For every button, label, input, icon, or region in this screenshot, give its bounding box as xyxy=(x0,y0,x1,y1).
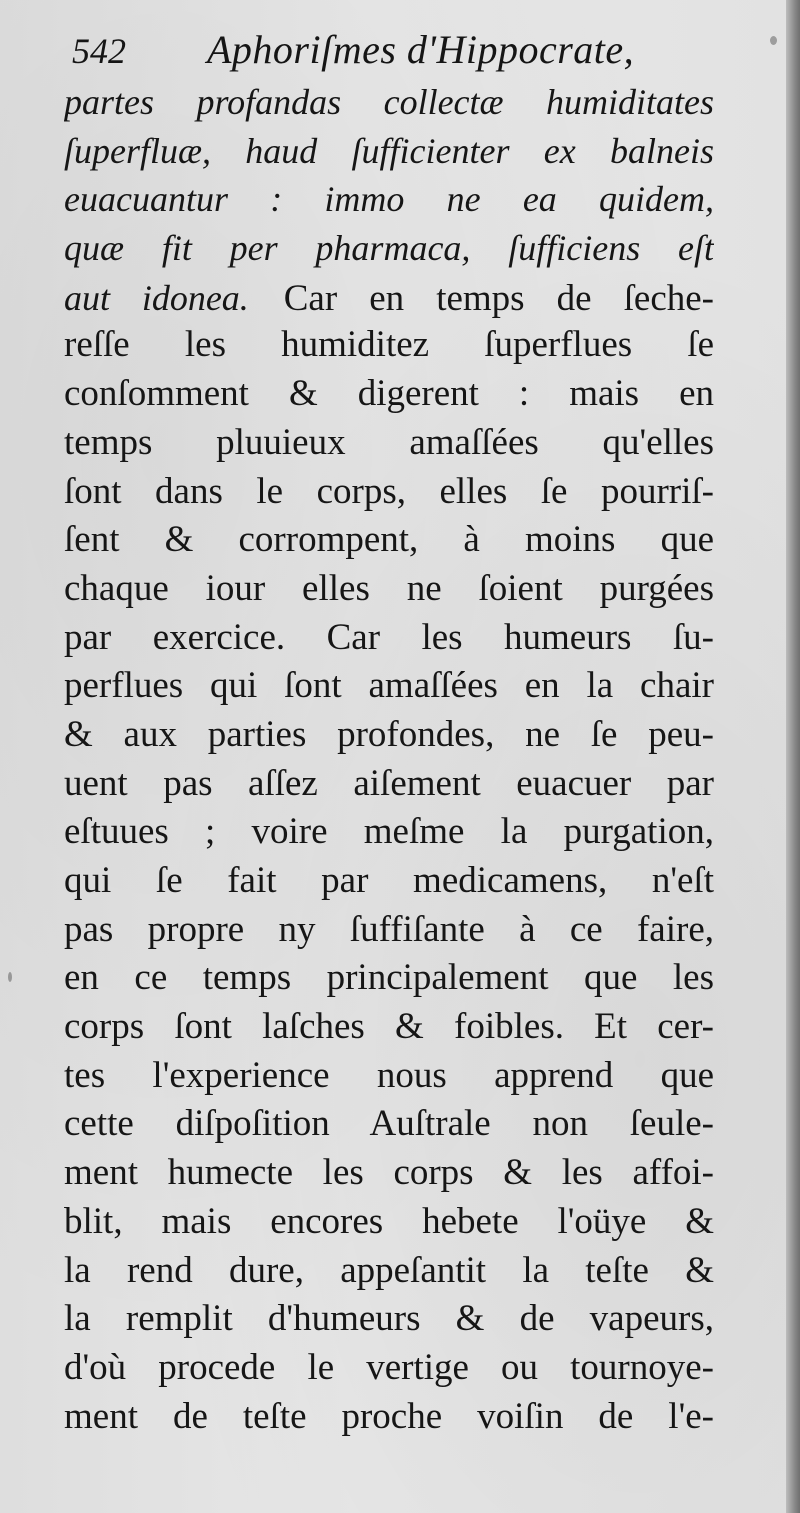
ink-spot xyxy=(770,36,777,45)
text-line: ſuperfluæ, haud ſufficienter ex balneis xyxy=(64,130,714,171)
text-line: perflues qui ſont amaſſées en la chair xyxy=(64,665,714,707)
text-line: conſomment & digerent : mais en xyxy=(64,373,714,415)
text-line: uent pas aſſez aiſement euacuer par xyxy=(64,762,714,804)
french-text: Car en temps de ſeche- xyxy=(283,277,714,319)
running-head: Aphoriſmes d'Hippocrate, xyxy=(207,27,635,72)
text-line: en ce temps principalement que les xyxy=(64,957,714,999)
text-line: euacuantur : immo ne ea quidem, xyxy=(64,179,714,220)
text-line: reſſe les humiditez ſuperflues ſe xyxy=(64,324,714,366)
text-line xyxy=(64,273,714,322)
text-line: partes profandas collectæ humiditates xyxy=(64,82,714,122)
text-line: ſent & corrompent, à moins que xyxy=(64,519,714,561)
text-line: chaque iour elles ne ſoient purgées xyxy=(64,567,714,609)
text-line: d'où procede le vertige ou tournoye- xyxy=(64,1346,714,1388)
text-line: blit, mais encores hebete l'oüye & xyxy=(64,1200,714,1242)
text-line: qui ſe fait par medicamens, n'eſt xyxy=(64,860,714,901)
text-line: la rend dure, appeſantit la teſte & xyxy=(64,1249,714,1291)
text-line: ment humecte les corps & les affoi- xyxy=(64,1152,714,1194)
text-line: la remplit d'humeurs & de vapeurs, xyxy=(64,1298,714,1340)
text-line: ſont dans le corps, elles ſe pourriſ- xyxy=(64,470,714,512)
text-line: pas propre ny ſuffiſante à ce faire, xyxy=(64,908,714,950)
text-line: corps ſont laſches & foibles. Et cer- xyxy=(64,1006,714,1048)
text-line: quæ fit per pharmaca, ſufficiens eſt xyxy=(64,228,714,269)
text-line: eſtuues ; voire meſme la purgation, xyxy=(64,811,714,853)
text-line: ment de teſte proche voiſin de l'e- xyxy=(64,1395,714,1437)
text-line: cette diſpoſition Auſtrale non ſeule- xyxy=(64,1103,714,1145)
page-number: 542 xyxy=(72,31,126,71)
ink-spot xyxy=(8,972,12,982)
page-header xyxy=(72,26,722,78)
text-line: par exercice. Car les humeurs ſu- xyxy=(64,616,714,658)
text-line: tes l'experience nous apprend que xyxy=(64,1054,714,1096)
text-line: temps pluuieux amaſſées qu'elles xyxy=(64,421,714,463)
latin-text: aut idonea. xyxy=(64,277,249,318)
page-edge-shadow xyxy=(786,0,800,1513)
text-line: & aux parties profondes, ne ſe peu- xyxy=(64,713,714,755)
body-text xyxy=(64,78,714,1441)
